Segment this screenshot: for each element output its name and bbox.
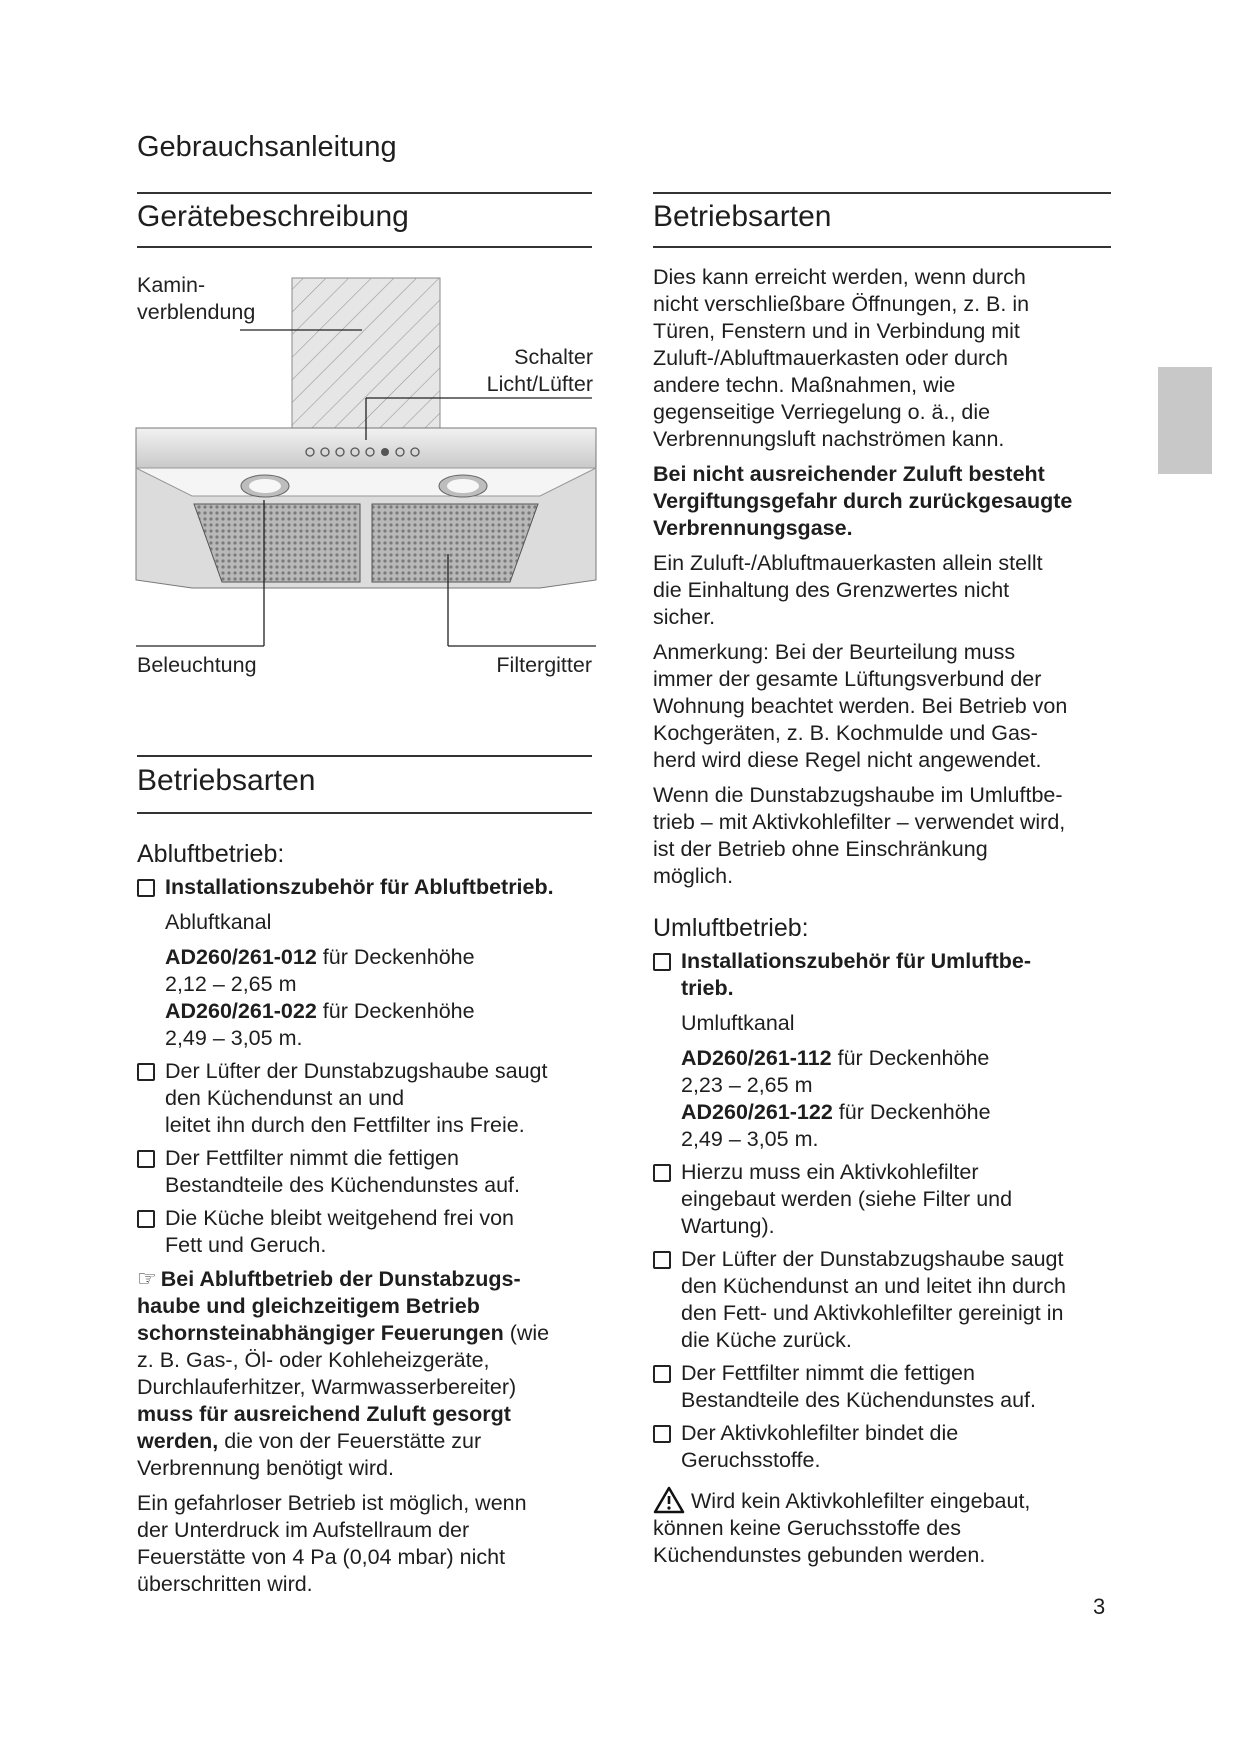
text-line: Bestandteile des Küchendunstes auf.	[165, 1173, 521, 1197]
text-line: Der Lüfter der Dunstabzugshaube saugt	[681, 1247, 1064, 1271]
text-line: trieb.	[681, 976, 734, 1000]
text-line: nicht verschließbare Öffnungen, z. B. in	[653, 292, 1030, 316]
text-line: überschritten wird.	[137, 1572, 313, 1596]
item-text: für Deckenhöhe	[831, 1046, 990, 1070]
text-line: andere techn. Maßnahmen, wie	[653, 373, 956, 397]
note-text: werden,	[137, 1429, 219, 1453]
paragraph-1	[653, 264, 1123, 453]
grease-filter-left	[194, 504, 360, 582]
label-beleuchtung: Beleuchtung	[137, 653, 257, 677]
item-code: AD260/261-112	[681, 1046, 832, 1070]
rule	[137, 755, 592, 757]
subtitle-umluftbetrieb: Umluftbetrieb:	[653, 914, 809, 942]
rule	[653, 246, 1111, 248]
note-text: z. B. Gas-, Öl- oder Kohleheizgeräte,	[137, 1348, 490, 1372]
label-line: Schalter	[514, 345, 593, 369]
subtitle-abluftbetrieb: Abluftbetrieb:	[137, 840, 285, 868]
pointing-hand-icon: ☞	[137, 1266, 157, 1291]
accessory-details	[653, 1010, 1123, 1153]
text-line: Der Aktivkohlefilter bindet die	[681, 1421, 959, 1445]
safety-paragraph	[137, 1490, 597, 1598]
text-line: trieb – mit Aktivkohlefilter – verwendet wird,	[653, 810, 1066, 834]
checkbox-item	[137, 1058, 597, 1139]
item-code: AD260/261-022	[165, 999, 317, 1023]
note-text: (wie	[503, 1321, 550, 1345]
text-line: ist der Betrieb ohne Einschränkung	[653, 837, 988, 861]
text-line: den Küchendunst an und leitet ihn durch	[681, 1274, 1066, 1298]
text-line: Bei nicht ausreichender Zuluft besteht	[653, 462, 1045, 486]
paragraph-warning-bold	[653, 461, 1123, 542]
lamp-right	[439, 475, 487, 497]
warning-triangle-icon	[653, 1486, 685, 1514]
note-paragraph	[137, 1265, 597, 1482]
text-line: eingebaut werden (siehe Filter und	[681, 1187, 1013, 1211]
label-line: verblendung	[137, 300, 256, 324]
text-line: die Küche zurück.	[681, 1328, 852, 1352]
text-line: sicher.	[653, 605, 716, 629]
text-line: Ein Zuluft-/Abluftmauerkasten allein stellt	[653, 551, 1043, 575]
text-line: die Einhaltung des Grenzwertes nicht	[653, 578, 1010, 602]
text-line: Kochgeräten, z. B. Kochmulde und Gas-	[653, 721, 1038, 745]
text-line: Küchendunstes gebunden werden.	[653, 1543, 986, 1567]
note-text: die von der Feuerstätte zur	[218, 1429, 482, 1453]
note-text: Durchlauferhitzer, Warmwasserbereiter)	[137, 1375, 517, 1399]
checkbox-item	[137, 1205, 597, 1259]
lamp-left	[241, 475, 289, 497]
note-text: haube und gleichzeitigem Betrieb	[137, 1294, 480, 1318]
rule	[137, 192, 592, 194]
checkbox-item	[653, 1420, 1123, 1474]
accessory-text: Installationszubehör für Abluftbetrieb.	[165, 875, 554, 899]
text-line: Wartung).	[681, 1214, 775, 1238]
label-line: Kamin-	[137, 273, 206, 297]
section-title-betriebsarten-right: Betriebsarten	[653, 200, 832, 233]
warning-paragraph	[653, 1486, 1123, 1569]
channel-label: Umluftkanal	[681, 1011, 795, 1035]
rule	[137, 812, 592, 814]
text-line: Die Küche bleibt weitgehend frei von	[165, 1206, 514, 1230]
document-title: Gebrauchsanleitung	[137, 131, 397, 163]
rule	[137, 246, 592, 248]
label-filtergitter: Filtergitter	[496, 653, 592, 677]
text-line: Zuluft-/Abluftmauerkasten oder durch	[653, 346, 1008, 370]
text-line: Geruchsstoffe.	[681, 1448, 821, 1472]
text-line: Wird kein Aktivkohlefilter eingebaut,	[691, 1489, 1031, 1513]
text-line: den Küchendunst an und	[165, 1086, 405, 1110]
text-line: Bestandteile des Küchendunstes auf.	[681, 1388, 1037, 1412]
note-text: Verbrennung benötigt wird.	[137, 1456, 394, 1480]
text-line: Vergiftungsgefahr durch zurückgesaugte	[653, 489, 1073, 513]
text-line: Der Fettfilter nimmt die fettigen	[165, 1146, 459, 1170]
text-line: Feuerstätte von 4 Pa (0,04 mbar) nicht	[137, 1545, 506, 1569]
checkbox-item	[137, 874, 597, 901]
text-line: Anmerkung: Bei der Beurteilung muss	[653, 640, 1016, 664]
text-line: Verbrennungsgase.	[653, 516, 853, 540]
checkbox-item	[653, 1246, 1123, 1354]
item-range: 2,23 – 2,65 m	[681, 1073, 813, 1097]
checkbox-item	[653, 1360, 1123, 1414]
left-column-content	[137, 838, 597, 1606]
text-line: Türen, Fenstern und in Verbindung mit	[653, 319, 1020, 343]
right-column-content	[653, 264, 1123, 1577]
label-line: Licht/Lüfter	[486, 372, 593, 396]
page-number: 3	[1093, 1594, 1106, 1619]
item-range: 2,49 – 3,05 m.	[681, 1127, 819, 1151]
text-line: Der Fettfilter nimmt die fettigen	[681, 1361, 975, 1385]
section-title-betriebsarten-left: Betriebsarten	[137, 764, 316, 797]
text-line: Wenn die Dunstabzugshaube im Umluftbe-	[653, 783, 1063, 807]
note-text: muss für ausreichend Zuluft gesorgt	[137, 1402, 511, 1426]
text-line: Wohnung beachtet werden. Bei Betrieb von	[653, 694, 1068, 718]
channel-label: Abluftkanal	[165, 910, 272, 934]
note-text: schornsteinabhängiger Feuerungen	[137, 1321, 504, 1345]
text-line: Installationszubehör für Umluftbe-	[681, 949, 1031, 973]
rule	[653, 192, 1111, 194]
item-code: AD260/261-012	[165, 945, 317, 969]
text-line: Ein gefahrloser Betrieb ist möglich, wenn	[137, 1491, 527, 1515]
accessory-details	[137, 909, 597, 1052]
item-text: für Deckenhöhe	[832, 1100, 991, 1124]
section-title-geraetebeschreibung: Gerätebeschreibung	[137, 200, 409, 233]
grease-filter-right	[372, 504, 538, 582]
checkbox-item	[653, 948, 1123, 1002]
text-line: Der Lüfter der Dunstabzugshaube saugt	[165, 1059, 548, 1083]
label-kamin	[137, 272, 255, 326]
note-text: Bei Abluftbetrieb der Dunstabzugs-	[160, 1267, 521, 1291]
item-range: 2,12 – 2,65 m	[165, 972, 297, 996]
text-line: Verbrennungsluft nachströmen kann.	[653, 427, 1005, 451]
text-line: gegenseitige Verriegelung o. ä., die	[653, 400, 991, 424]
hood-figure	[130, 270, 600, 660]
text-line: herd wird diese Regel nicht angewendet.	[653, 748, 1042, 772]
text-line: leitet ihn durch den Fettfilter ins Freie.	[165, 1113, 525, 1137]
item-text: für Deckenhöhe	[316, 945, 475, 969]
text-line: Fett und Geruch.	[165, 1233, 327, 1257]
text-line: können keine Geruchsstoffe des	[653, 1516, 961, 1540]
text-line: Hierzu muss ein Aktivkohlefilter	[681, 1160, 979, 1184]
checkbox-item	[653, 1159, 1123, 1240]
text-line: den Fett- und Aktivkohlefilter gereinigt in	[681, 1301, 1064, 1325]
paragraph-3	[653, 550, 1123, 631]
text-line: möglich.	[653, 864, 734, 888]
text-line: der Unterdruck im Aufstellraum der	[137, 1518, 470, 1542]
checkbox-item	[137, 1145, 597, 1199]
item-code: AD260/261-122	[681, 1100, 833, 1124]
chapter-tab-marker	[1158, 367, 1212, 474]
label-schalter	[472, 344, 593, 398]
text-line: Dies kann erreicht werden, wenn durch	[653, 265, 1026, 289]
paragraph-5	[653, 782, 1123, 890]
item-text: für Deckenhöhe	[316, 999, 475, 1023]
paragraph-4	[653, 639, 1123, 774]
item-range: 2,49 – 3,05 m.	[165, 1026, 303, 1050]
text-line: immer der gesamte Lüftungsverbund der	[653, 667, 1042, 691]
